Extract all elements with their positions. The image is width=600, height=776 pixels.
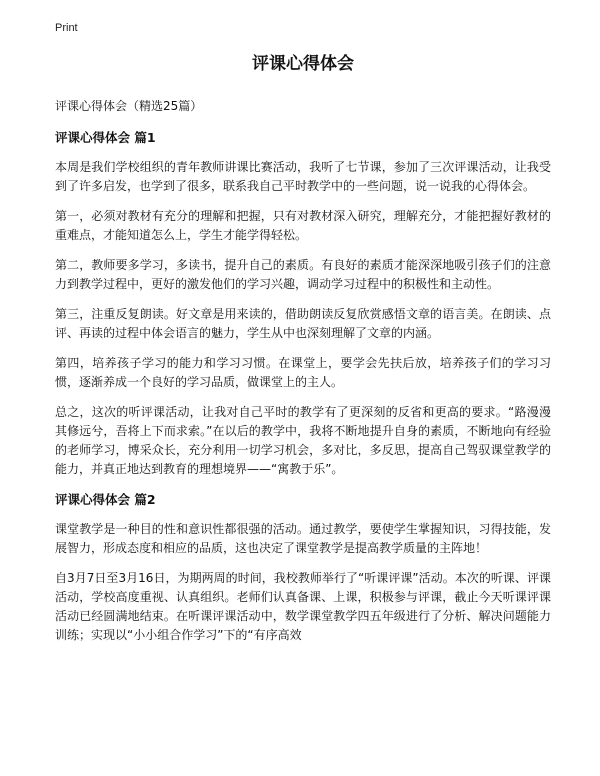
paragraph: 总之，这次的听评课活动，让我对自己平时的教学有了更深刻的反省和更高的要求。“路漫漫其修远兮，吾将上下而求索。”在以后的教学中，我将不断地提升自身的素质，不断地向有经验的老师学习，博采众长，充分利用一切学习机会，多对比，多反思，提高自己驾驭课堂教学的能力，并真正地达到教育的理想境界——“寓教于乐”。 (55, 405, 551, 476)
section-heading: 评课心得体会 篇2 (55, 492, 156, 507)
print-link[interactable]: Print (55, 22, 78, 34)
document-page (55, 52, 551, 656)
paragraph: 第二，教师要多学习，多读书，提升自己的素质。有良好的素质才能深深地吸引孩子们的注意力到教学过程中，更好的激发他们的学习兴趣，调动学习过程中的积极性和主动性。 (55, 258, 551, 291)
paragraph: 自3月7日至3月16日，为期两周的时间，我校教师举行了“听课评课”活动。本次的听课、评课活动，学校高度重视、认真组织。老师们认真备课、上课，积极参与评课，截止今天听课评课活动已经圆满地结束。在听课评课活动中，数学课堂教学四五年级进行了分析、解决问题能力训练；实现以“小小组合作学习”下的“有序高效 (55, 571, 551, 642)
paragraph: 第四，培养孩子学习的能力和学习习惯。在课堂上，要学会先扶后放，培养孩子们的学习习惯，逐渐养成一个良好的学习品质，做课堂上的主人。 (55, 356, 551, 389)
paragraph: 本周是我们学校组织的青年教师讲课比赛活动，我听了七节课，参加了三次评课活动，让我受到了许多启发，也学到了很多，联系我自己平时教学中的一些问题，说一说我的心得体会。 (55, 160, 551, 193)
paragraph: 第一，必须对教材有充分的理解和把握，只有对教材深入研究，理解充分，才能把握好教材的重难点，才能知道怎么上，学生才能学得轻松。 (55, 209, 551, 242)
document-subtitle: 评课心得体会（精选25篇） (55, 99, 203, 113)
paragraph: 课堂教学是一种目的性和意识性都很强的活动。通过教学，要使学生掌握知识，习得技能，发展智力，形成态度和相应的品质，这也决定了课堂教学是提高教学质量的主阵地！ (55, 522, 551, 555)
paragraph: 第三，注重反复朗读。好文章是用来读的，借助朗读反复欣赏感悟文章的语言美。在朗读、点评、再读的过程中体会语言的魅力，学生从中也深刻理解了文章的内涵。 (55, 307, 551, 340)
section-1 (55, 128, 551, 479)
page-title: 评课心得体会 (252, 54, 354, 74)
section-2 (55, 490, 551, 645)
section-heading: 评课心得体会 篇1 (55, 130, 156, 145)
